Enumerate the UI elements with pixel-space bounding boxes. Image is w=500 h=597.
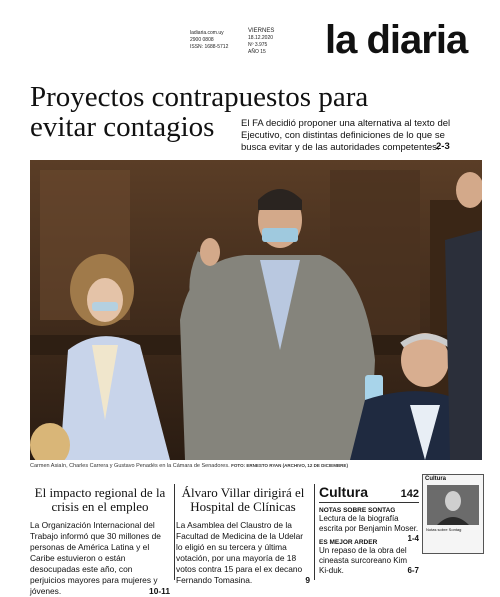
story-hospital[interactable] [176, 486, 310, 586]
date: 18.12.2020 [248, 35, 274, 41]
main-pages: 2-3 [436, 141, 450, 152]
headline-line-1: Proyectos contrapuestos para [30, 81, 369, 113]
issue-number: Nº 3.975 [248, 42, 268, 48]
cultura-item2-label: ES MEJOR ARDER [319, 539, 378, 546]
thumb-title: Cultura [425, 476, 446, 482]
cultura-item2-text: Un repaso de la obra del cineasta surcoreano Kim Ki-duk. [319, 546, 408, 575]
story-employment-text: La Organización Internacional del Trabajo informó que 30 millones de personas de América Latina y el Caribe estuvieron o están desocupadas este año, con perjuicios mayores para mujeres y jóvenes. [30, 520, 161, 596]
main-lead [241, 118, 451, 154]
divider-2 [314, 484, 315, 580]
cultura-thumbnail[interactable] [422, 474, 484, 554]
photo-caption [30, 463, 482, 469]
caption-text: Carmen Asiaín, Charles Carrera y Gustavo Penadés en la Cámara de Senadores. [30, 463, 230, 469]
masthead-logo: la diaria [325, 18, 468, 62]
headline-line-2: evitar contagios [30, 111, 215, 143]
cultura-number: 142 [400, 488, 419, 500]
issn: ISSN: 1688-5712 [190, 44, 229, 50]
cultura-item1-label: NOTAS SOBRE SONTAG [319, 507, 396, 514]
cultura-title: Cultura [319, 484, 368, 500]
story-employment-body [30, 520, 170, 597]
weekday: VIERNES [248, 28, 275, 34]
cultura-item2 [319, 546, 419, 576]
story-hospital-pages: 9 [305, 575, 310, 585]
cultura-item1-pages: 1-4 [407, 534, 419, 543]
header-site-info [190, 30, 228, 51]
story-employment-pages: 10-11 [149, 586, 170, 596]
header-date-info [248, 28, 274, 56]
cultura-item1-text: Lectura de la biografía escrita por Benjamin Moser. [319, 514, 419, 533]
story-hospital-title: Álvaro Villar dirigirá el Hospital de Clínicas [181, 485, 305, 514]
phone: 2900 0808 [190, 37, 214, 43]
thumb-photo [427, 485, 479, 525]
site-url: ladiaria.com.uy [190, 30, 224, 36]
story-employment-title: El impacto regional de la crisis en el empleo [34, 485, 166, 514]
cultura-item2-pages: 6-7 [407, 566, 419, 575]
year: AÑO 15 [248, 49, 266, 55]
divider-1 [174, 484, 175, 580]
thumb-portrait [427, 485, 479, 525]
thumb-caption: Notas sobre Sontag [426, 527, 462, 532]
photo-credit: FOTO: ERNESTO RYAN (ARCHIVO, 12 DE DICIEMBRE) [231, 463, 348, 468]
cultura-section[interactable] [319, 484, 419, 576]
senate-photo [30, 160, 482, 460]
main-headline [30, 81, 369, 143]
story-hospital-text: La Asamblea del Claustro de la Facultad de Medicina de la Udelar lo eligió en su tercera y última votación, por una mayoría de 18 votos contra 15 para el ex decano Fernando Tomasina. [176, 520, 304, 585]
story-employment[interactable] [30, 486, 170, 597]
main-photo [30, 160, 482, 460]
lead-text: El FA decidió proponer una alternativa al texto del Ejecutivo, con distintas definiciones de lo que se busca evitar y de las autoridades competentes. [241, 118, 451, 153]
story-hospital-body [176, 520, 310, 586]
